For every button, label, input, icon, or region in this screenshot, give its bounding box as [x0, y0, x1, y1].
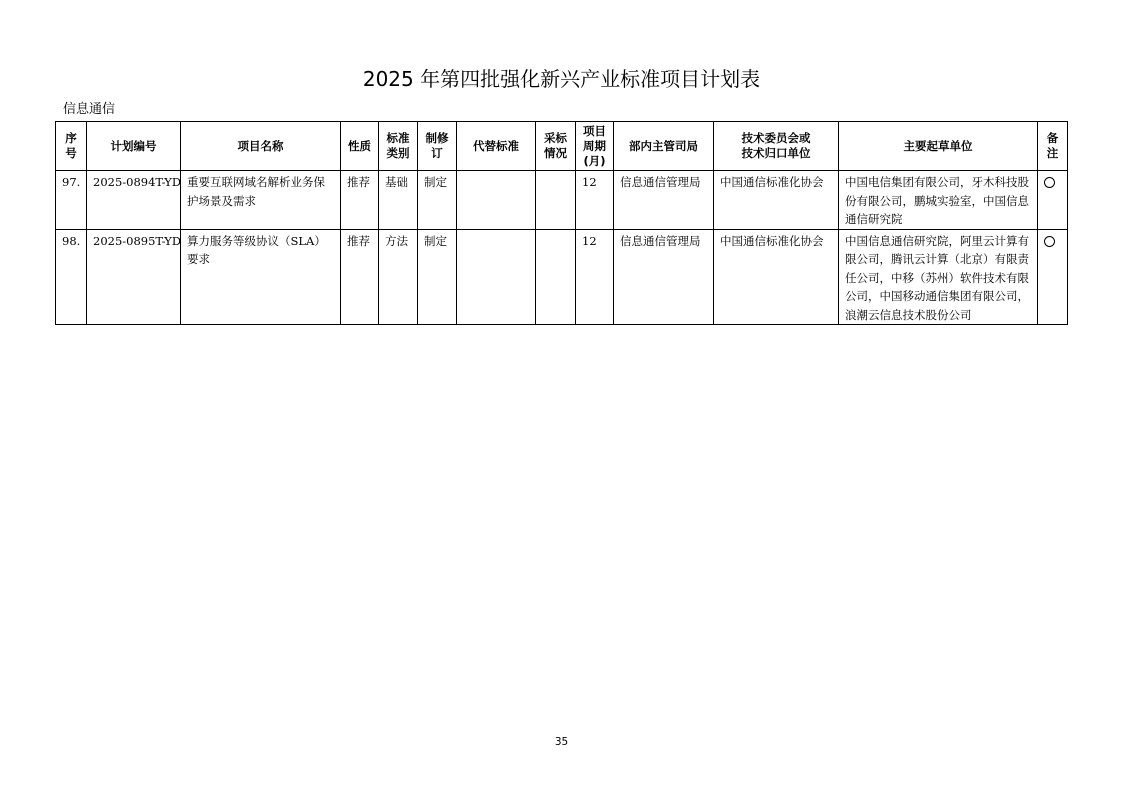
- page-title: 2025 年第四批强化新兴产业标准项目计划表: [362, 67, 761, 91]
- cell-revision: 制定: [418, 229, 457, 325]
- cell-project-name: 算力服务等级协议（SLA）要求: [181, 229, 341, 325]
- cell-standard-type: 基础: [379, 171, 418, 230]
- table-header-row: [56, 122, 1068, 171]
- cell-standard-type: 方法: [379, 229, 418, 325]
- circle-mark-icon: [1044, 177, 1055, 188]
- standards-plan-table: [55, 121, 1068, 325]
- header-plan-id: 计划编号: [87, 122, 181, 171]
- page-number: 35: [554, 736, 569, 748]
- cell-nature: 推荐: [341, 171, 379, 230]
- cell-drafters: 中国信息通信研究院，阿里云计算有限公司，腾讯云计算（北京）有限责任公司，中移（苏州）软件技术有限公司，中国移动通信集团有限公司，浪潮云信息技术股份公司: [839, 229, 1038, 325]
- header-nature: 性质: [341, 122, 379, 171]
- cell-remark: [1038, 229, 1068, 325]
- cell-adoption: [536, 229, 576, 325]
- cell-drafters: 中国电信集团有限公司，牙木科技股份有限公司，鹏城实验室，中国信息通信研究院: [839, 171, 1038, 230]
- cell-department: 信息通信管理局: [614, 171, 714, 230]
- cell-revision: 制定: [418, 171, 457, 230]
- cell-replaces: [457, 229, 536, 325]
- cell-committee: 中国通信标准化协会: [714, 229, 839, 325]
- header-adoption: 采标情况: [536, 122, 576, 171]
- cell-committee: 中国通信标准化协会: [714, 171, 839, 230]
- header-department: 部内主管司局: [614, 122, 714, 171]
- header-cycle: 项目周期(月): [576, 122, 614, 171]
- cell-plan-id: 2025-0895T-YD: [87, 229, 181, 325]
- cell-serial: 97.: [56, 171, 87, 230]
- cell-cycle: 12: [576, 229, 614, 325]
- header-serial: 序号: [56, 122, 87, 171]
- cell-replaces: [457, 171, 536, 230]
- section-category: 信息通信: [63, 102, 116, 117]
- header-committee: 技术委员会或技术归口单位: [714, 122, 839, 171]
- cell-adoption: [536, 171, 576, 230]
- header-drafters: 主要起草单位: [839, 122, 1038, 171]
- header-revision: 制修订: [418, 122, 457, 171]
- header-replaces: 代替标准: [457, 122, 536, 171]
- cell-plan-id: 2025-0894T-YD: [87, 171, 181, 230]
- circle-mark-icon: [1044, 236, 1055, 247]
- table-row: [56, 171, 1068, 230]
- cell-project-name: 重要互联网域名解析业务保护场景及需求: [181, 171, 341, 230]
- cell-department: 信息通信管理局: [614, 229, 714, 325]
- cell-remark: [1038, 171, 1068, 230]
- header-remark: 备注: [1038, 122, 1068, 171]
- table-row: [56, 229, 1068, 325]
- header-standard-type: 标准类别: [379, 122, 418, 171]
- cell-nature: 推荐: [341, 229, 379, 325]
- cell-cycle: 12: [576, 171, 614, 230]
- header-project-name: 项目名称: [181, 122, 341, 171]
- cell-serial: 98.: [56, 229, 87, 325]
